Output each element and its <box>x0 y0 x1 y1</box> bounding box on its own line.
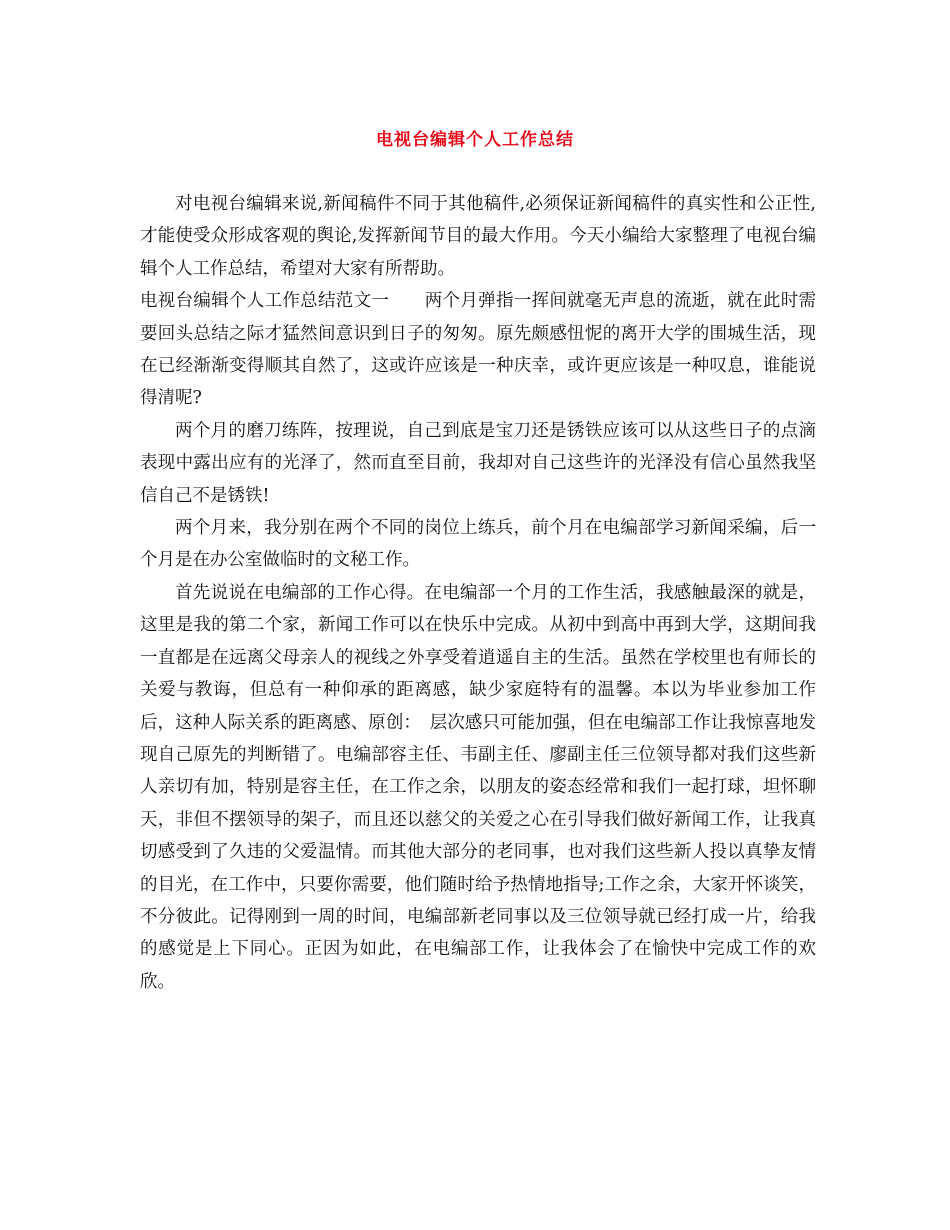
paragraph-2: 两个月的磨刀练阵，按理说，自己到底是宝刀还是锈铁应该可以从这些日子的点滴表现中露出应有的光泽了，然而直至目前，我却对自己这些许的光泽没有信心虽然我坚信自己不是锈铁! <box>140 420 816 506</box>
document-body <box>140 188 816 998</box>
paragraph-intro: 对电视台编辑来说,新闻稿件不同于其他稿件,必须保证新闻稿件的真实性和公正性,才能使受众形成客观的舆论,发挥新闻节目的最大作用。今天小编给大家整理了电视台编辑个人工作总结，希望对大家有所帮助。 <box>140 194 816 279</box>
paragraph-4: 首先说说在电编部的工作心得。在电编部一个月的工作生活，我感触最深的就是，这里是我的第二个家，新闻工作可以在快乐中完成。从初中到高中再到大学，这期间我一直都是在远离父母亲人的视线之外享受着逍遥自主的生活。虽然在学校里也有师长的关爱与教诲，但总有一种仰承的距离感，缺少家庭特有的温馨。本以为毕业参加工作后，这种人际关系的距离感、原创： 层次感只可能加强，但在电编部工作让我惊喜地发现自己原先的判断错了。电编部容主任、韦副主任、廖副主任三位领导都对我们这些新人亲切有加，特别是容主任，在工作之余，以朋友的姿态经常和我们一起打球，坦怀聊天，非但不摆领导的架子，而且还以慈父的关爱之心在引导我们做好新闻工作，让我真切感受到了久违的父爱温情。而其他大部分的老同事，也对我们这些新人投以真挚友情的目光，在工作中，只要你需要，他们随时给予热情地指导;工作之余，大家开怀谈笑，不分彼此。记得刚到一周的时间，电编部新老同事以及三位领导就已经打成一片，给我的感觉是上下同心。正因为如此，在电编部工作，让我体会了在愉快中完成工作的欢欣。 <box>140 582 816 992</box>
paragraph-3: 两个月来，我分别在两个不同的岗位上练兵，前个月在电编部学习新闻采编，后一个月是在办公室做临时的文秘工作。 <box>140 518 816 571</box>
document-title: 电视台编辑个人工作总结 <box>376 130 574 150</box>
paragraph-section-heading: 电视台编辑个人工作总结范文一 两个月弹指一挥间就毫无声息的流逝，就在此时需要回头总结之际才猛然间意识到日子的匆匆。原先颇感忸怩的离开大学的围城生活，现在已经渐渐变得顺其自然了，这或许应该是一种庆幸，或许更应该是一种叹息，谁能说得清呢? <box>140 291 816 409</box>
